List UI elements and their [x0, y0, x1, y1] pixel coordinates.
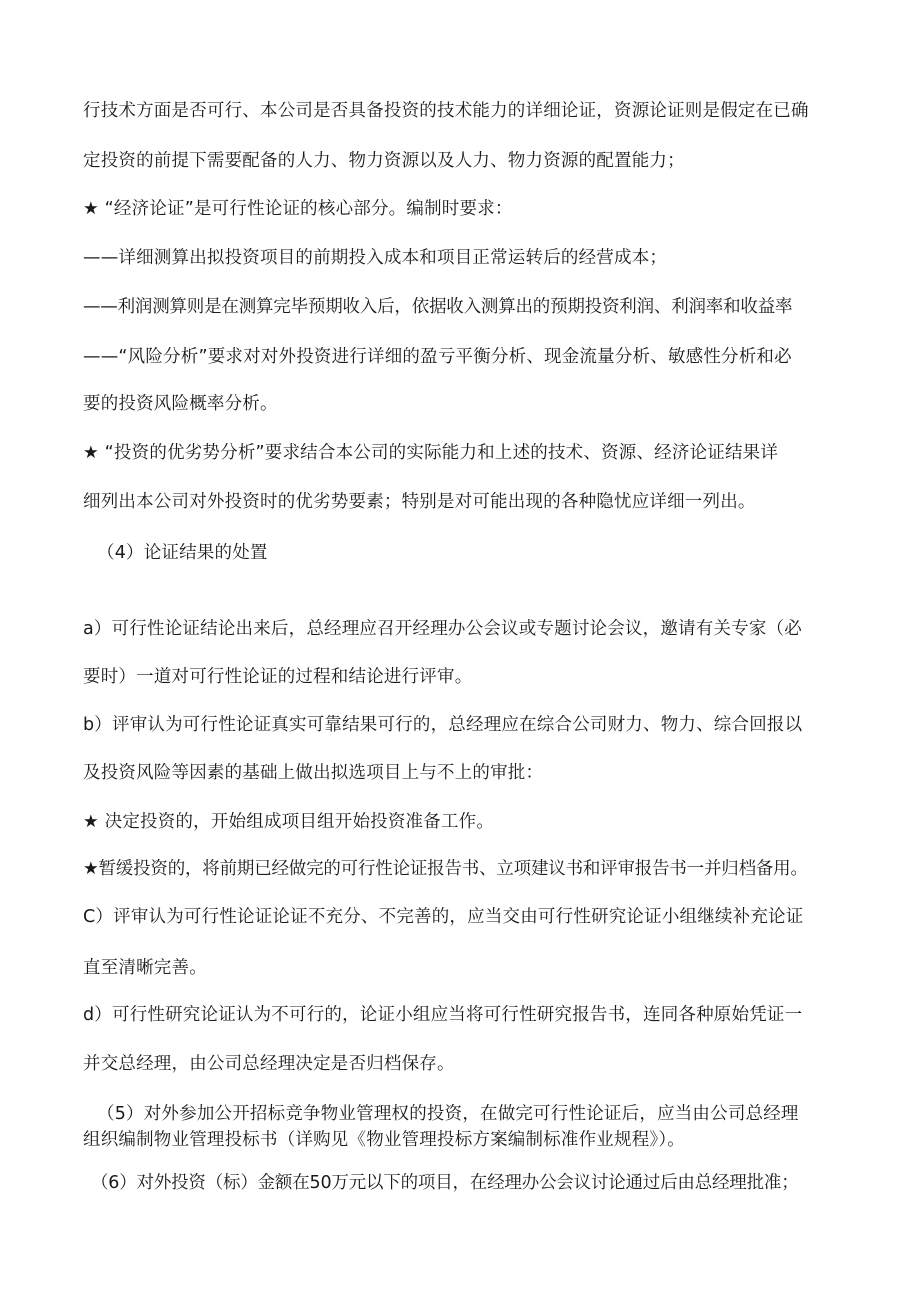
- bullet-star-item: ★暂缓投资的，将前期已经做完的可行性论证报告书、立项建议书和评审报告书一并归档备用。: [83, 859, 808, 879]
- bullet-star-item: ★ “投资的优劣势分析”要求结合本公司的实际能力和上述的技术、资源、经济论证结果详: [83, 443, 779, 463]
- list-item-b: b）评审认为可行性论证真实可靠结果可行的，总经理应在综合公司财力、物力、综合回报以: [83, 715, 803, 735]
- paragraph-line: 要的投资风险概率分析。: [83, 394, 278, 414]
- paragraph-line: 行技术方面是否可行、本公司是否具备投资的技术能力的详细论证，资源论证则是假定在已确: [83, 101, 809, 121]
- paragraph-line: 细列出本公司对外投资时的优劣势要素；特别是对可能出现的各种隐忧应详细一列出。: [83, 492, 756, 512]
- bullet-star-item: ★ “经济论证”是可行性论证的核心部分。编制时要求：: [83, 199, 513, 219]
- list-item-a: a）可行性论证结论出来后，总经理应召开经理办公会议或专题讨论会议，邀请有关专家（必: [83, 619, 802, 639]
- numbered-paragraph-6: （6）对外投资（标）金额在50万元以下的项目，在经理办公会议讨论通过后由总经理批准；: [91, 1173, 799, 1193]
- paragraph-line: 要时）一道对可行性论证的过程和结论进行评审。: [83, 667, 473, 687]
- dash-item: ——利润测算则是在测算完毕预期收入后，依据收入测算出的预期投资利润、利润率和收益率: [83, 297, 793, 317]
- paragraph-line: 组织编制物业管理投标书（详购见《物业管理投标方案编制标准作业规程》）。: [83, 1130, 685, 1150]
- paragraph-line: 及投资风险等因素的基础上做出拟选项目上与不上的审批：: [83, 763, 544, 783]
- dash-item: ——“风险分析”要求对对外投资进行详细的盈亏平衡分析、现金流量分析、敏感性分析和必: [83, 347, 792, 367]
- paragraph-line: 直至清晰完善。: [83, 958, 207, 978]
- numbered-paragraph-5: （5）对外参加公开招标竞争物业管理权的投资，在做完可行性论证后，应当由公司总经理: [97, 1104, 799, 1124]
- paragraph-line: 并交总经理，由公司总经理决定是否归档保存。: [83, 1054, 455, 1074]
- list-item-d: d）可行性研究论证认为不可行的，论证小组应当将可行性研究报告书，连同各种原始凭证一: [83, 1005, 803, 1025]
- dash-item: ——详细测算出拟投资项目的前期投入成本和项目正常运转后的经营成本；: [83, 248, 668, 268]
- paragraph-line: 定投资的前提下需要配备的人力、物力资源以及人力、物力资源的配置能力；: [83, 151, 685, 171]
- bullet-star-item: ★ 决定投资的，开始组成项目组开始投资准备工作。: [83, 812, 495, 832]
- section-heading: （4）论证结果的处置: [97, 543, 268, 563]
- list-item-c: C）评审认为可行性论证论证不充分、不完善的，应当交由可行性研究论证小组继续补充论证: [83, 907, 804, 927]
